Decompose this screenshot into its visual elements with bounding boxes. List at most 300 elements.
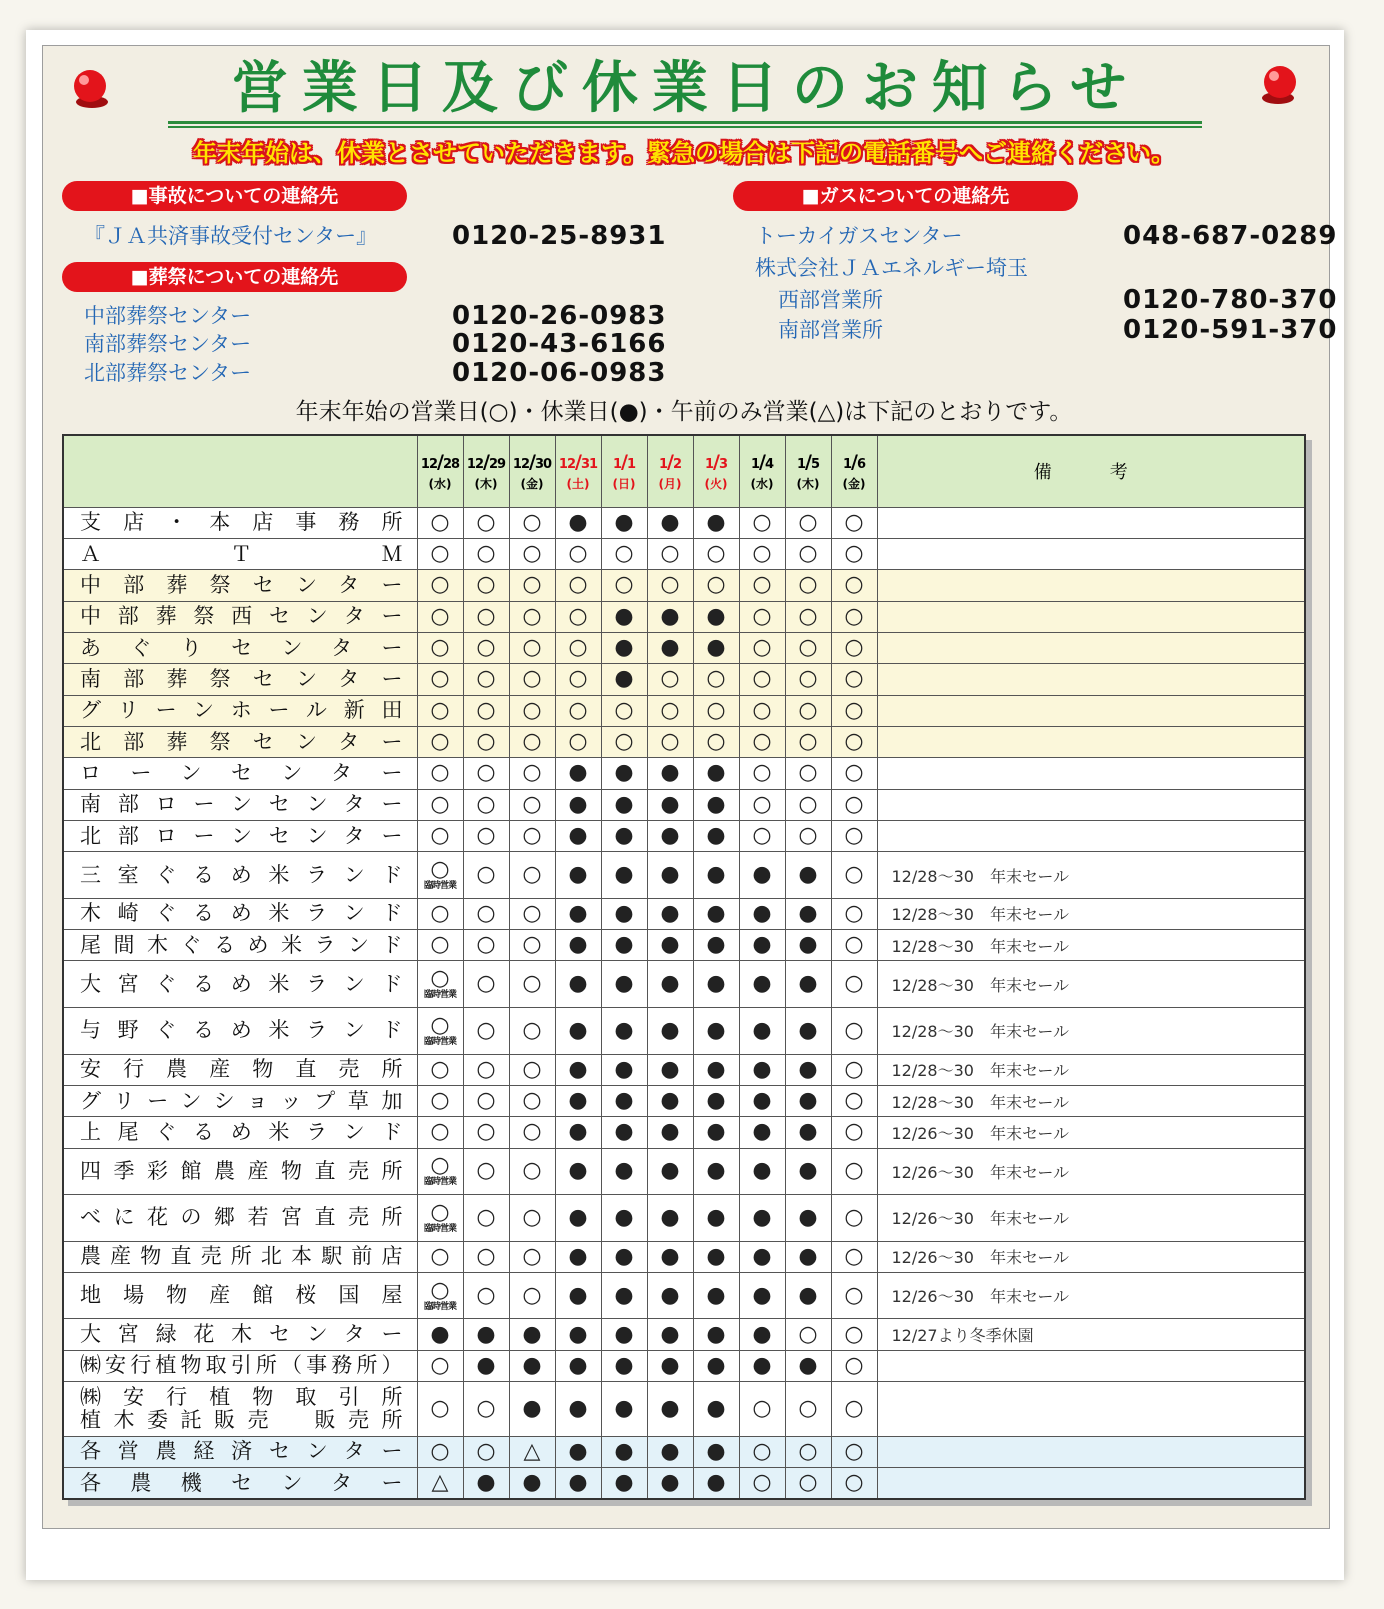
status-mark: ● [739, 1148, 785, 1195]
status-mark: ○ [831, 695, 877, 726]
status-mark: ○ [831, 664, 877, 695]
remark [877, 726, 1305, 757]
status-mark: ○ [739, 507, 785, 538]
status-mark: ○ [509, 1054, 555, 1085]
location-name: 各営農経済センター [63, 1436, 417, 1467]
remark [877, 820, 1305, 851]
location-name: 大宮ぐるめ米ランド [63, 961, 417, 1008]
status-mark: ● [647, 632, 693, 663]
location-name: 上尾ぐるめ米ランド [63, 1117, 417, 1148]
status-mark: ● [693, 632, 739, 663]
status-mark: ○ [831, 1436, 877, 1467]
status-mark: ● [647, 1319, 693, 1350]
status-mark: ● [739, 1195, 785, 1242]
status-mark: ○ [509, 930, 555, 961]
location-name: ＡＴＭ [63, 538, 417, 569]
status-mark: ● [647, 789, 693, 820]
remark [877, 601, 1305, 632]
table-row [63, 538, 1305, 569]
status-mark: ● [693, 1350, 739, 1381]
status-mark: ● [693, 601, 739, 632]
status-mark: ● [509, 1382, 555, 1437]
status-mark: ● [739, 1272, 785, 1319]
status-mark: ○ [555, 601, 601, 632]
status-mark: ○ [463, 570, 509, 601]
contact-name: 南部葬祭センター [84, 332, 252, 356]
date-header: 12/31 (土) [555, 435, 601, 507]
status-mark: ○ [463, 664, 509, 695]
contact-name: 株式会社ＪＡエネルギー埼玉 [755, 256, 1028, 280]
location-name: 安行農産物直売所 [63, 1054, 417, 1085]
status-mark: ○ [509, 1008, 555, 1055]
status-mark: ● [647, 820, 693, 851]
status-mark: ○ [601, 726, 647, 757]
status-mark: ● [785, 1241, 831, 1272]
status-mark: ● [647, 1085, 693, 1116]
status-mark: ● [647, 930, 693, 961]
status-mark: ● [601, 1468, 647, 1499]
remarks-header: 備 考 [877, 435, 1305, 507]
status-mark: ○ [785, 507, 831, 538]
status-mark: ● [601, 632, 647, 663]
status-mark: △ [509, 1436, 555, 1467]
status-mark: ● [647, 1008, 693, 1055]
table-row [63, 1008, 1305, 1055]
schedule-table [62, 434, 1306, 1500]
status-mark: ○ [509, 1117, 555, 1148]
remark [877, 538, 1305, 569]
location-name [63, 1382, 417, 1437]
status-mark: ● [739, 852, 785, 899]
status-mark: ● [647, 1054, 693, 1085]
table-row [63, 726, 1305, 757]
status-mark: ● [739, 1085, 785, 1116]
status-mark: ● [693, 1319, 739, 1350]
status-mark: ● [601, 930, 647, 961]
status-mark: ○ [785, 726, 831, 757]
status-mark: ● [785, 1117, 831, 1148]
status-mark: ● [785, 1195, 831, 1242]
status-mark: ● [463, 1468, 509, 1499]
status-mark: ● [693, 961, 739, 1008]
contact-name: 西部営業所 [778, 288, 883, 312]
status-mark: ● [739, 1117, 785, 1148]
status-mark: ● [601, 852, 647, 899]
status-mark: ○ [739, 726, 785, 757]
table-row [63, 570, 1305, 601]
contact-phone: 048-687-0289 [1123, 221, 1338, 251]
status-mark: ● [647, 1117, 693, 1148]
status-mark: ○ [463, 695, 509, 726]
status-mark: ○ [831, 1008, 877, 1055]
status-mark: ○ [509, 852, 555, 899]
status-mark: ● [693, 1436, 739, 1467]
remark: 12/28～30 年末セール [877, 1085, 1305, 1116]
remark: 12/26～30 年末セール [877, 1272, 1305, 1319]
location-name: グリーンホール新田 [63, 695, 417, 726]
status-mark: ● [647, 507, 693, 538]
location-name: 木崎ぐるめ米ランド [63, 898, 417, 929]
contact-name: 中部葬祭センター [84, 304, 252, 328]
status-mark: ○ [555, 570, 601, 601]
status-mark: ○ [831, 570, 877, 601]
status-mark: ● [785, 1085, 831, 1116]
status-mark: ○ [463, 930, 509, 961]
table-row [63, 507, 1305, 538]
status-mark: ○ [831, 1054, 877, 1085]
status-mark: ○ [693, 664, 739, 695]
status-mark: ● [647, 1382, 693, 1437]
status-mark: ○ [463, 1241, 509, 1272]
location-name: 支店・本店事務所 [63, 507, 417, 538]
status-mark: ● [601, 1319, 647, 1350]
location-name: 与野ぐるめ米ランド [63, 1008, 417, 1055]
status-mark: ○ [417, 1085, 463, 1116]
table-row [63, 1382, 1305, 1437]
location-name: ローンセンター [63, 758, 417, 789]
status-mark: ● [785, 930, 831, 961]
table-row [63, 961, 1305, 1008]
special-opening-label: 臨時営業 [423, 1036, 456, 1047]
status-mark: ○ [417, 726, 463, 757]
location-name-line: ㈱安行植物取引所 [80, 1384, 403, 1409]
contact-phone: 0120-43-6166 [452, 329, 667, 359]
location-name: 各農機センター [63, 1468, 417, 1499]
status-mark: ○ [509, 961, 555, 1008]
status-mark: ● [647, 1436, 693, 1467]
status-mark: ● [601, 820, 647, 851]
location-name: グリーンショップ草加 [63, 1085, 417, 1116]
status-mark: ○ [463, 726, 509, 757]
status-mark: ● [555, 1350, 601, 1381]
status-mark: ○ [647, 726, 693, 757]
status-mark: ○ 臨時営業 [417, 1272, 463, 1319]
status-mark: ○ [647, 570, 693, 601]
status-mark: ○ [417, 898, 463, 929]
location-name: 中部葬祭西センター [63, 601, 417, 632]
table-row [63, 664, 1305, 695]
status-mark: ○ [739, 1382, 785, 1437]
status-mark: ● [647, 961, 693, 1008]
status-mark: ○ [509, 1241, 555, 1272]
status-mark: ○ [785, 601, 831, 632]
remark: 12/26～30 年末セール [877, 1117, 1305, 1148]
table-row [63, 1085, 1305, 1116]
status-mark: ○ [417, 930, 463, 961]
status-mark: ○ [417, 664, 463, 695]
status-mark: ○ 臨時営業 [417, 1195, 463, 1242]
status-mark: ● [785, 961, 831, 1008]
status-mark: ○ [509, 726, 555, 757]
status-mark: ● [601, 601, 647, 632]
date-header: 1/1 (日) [601, 435, 647, 507]
remark: 12/28～30 年末セール [877, 961, 1305, 1008]
remark [877, 1468, 1305, 1499]
status-mark: ○ [739, 758, 785, 789]
status-mark: ○ [509, 789, 555, 820]
status-mark: ● [555, 1382, 601, 1437]
status-mark: ● [693, 1468, 739, 1499]
status-mark: ● [739, 961, 785, 1008]
status-mark: ○ [831, 820, 877, 851]
status-mark: ● [601, 1148, 647, 1195]
status-mark: ● [785, 1054, 831, 1085]
status-mark: ○ [509, 664, 555, 695]
table-row [63, 632, 1305, 663]
table-row [63, 1148, 1305, 1195]
status-mark: ○ [417, 507, 463, 538]
status-mark: ○ [463, 1148, 509, 1195]
status-mark: ○ 臨時営業 [417, 852, 463, 899]
status-mark: ○ [417, 789, 463, 820]
status-mark: ○ [785, 1468, 831, 1499]
status-mark: ● [555, 1319, 601, 1350]
status-mark: ○ 臨時営業 [417, 961, 463, 1008]
status-mark: ○ [555, 664, 601, 695]
status-mark: ○ [785, 538, 831, 569]
status-mark: ● [555, 758, 601, 789]
table-row [63, 898, 1305, 929]
status-mark: ○ [555, 632, 601, 663]
status-mark: ● [601, 1008, 647, 1055]
location-name-line: 植木委託販売 販売所 [80, 1407, 403, 1432]
status-mark: ● [555, 1195, 601, 1242]
status-mark: ○ [509, 570, 555, 601]
status-mark: ● [785, 898, 831, 929]
status-mark: ● [647, 1241, 693, 1272]
status-mark: ○ [509, 820, 555, 851]
status-mark: ○ [785, 1382, 831, 1437]
status-mark: ○ [831, 1350, 877, 1381]
table-row [63, 789, 1305, 820]
status-mark: ● [693, 1241, 739, 1272]
status-mark: ○ [601, 570, 647, 601]
status-mark: ○ [831, 1195, 877, 1242]
status-mark: ● [739, 1350, 785, 1381]
status-mark: ● [555, 1008, 601, 1055]
status-mark: ○ [693, 695, 739, 726]
status-mark: ○ [555, 695, 601, 726]
status-mark: ○ [739, 789, 785, 820]
status-mark: ○ 臨時営業 [417, 1008, 463, 1055]
remark [877, 570, 1305, 601]
status-mark: ● [693, 507, 739, 538]
status-mark: ○ [831, 1085, 877, 1116]
status-mark: ○ 臨時営業 [417, 1148, 463, 1195]
status-mark: ● [601, 758, 647, 789]
status-mark: ● [739, 930, 785, 961]
status-mark: ● [509, 1468, 555, 1499]
status-mark: ○ [785, 632, 831, 663]
status-mark: ● [693, 1272, 739, 1319]
status-mark: ● [601, 961, 647, 1008]
location-name: 北部葬祭センター [63, 726, 417, 757]
status-mark: ○ [509, 1085, 555, 1116]
remark [877, 507, 1305, 538]
status-mark: ○ [831, 1382, 877, 1437]
status-mark: ● [647, 601, 693, 632]
remark: 12/28～30 年末セール [877, 1008, 1305, 1055]
status-mark: ● [601, 1085, 647, 1116]
table-row [63, 695, 1305, 726]
contact-phone: 0120-25-8931 [452, 221, 667, 251]
location-name: 南部ローンセンター [63, 789, 417, 820]
special-opening-label: 臨時営業 [423, 1301, 456, 1312]
remark [877, 1382, 1305, 1437]
status-mark: ● [555, 1436, 601, 1467]
remark: 12/27より冬季休園 [877, 1319, 1305, 1350]
status-mark: ○ [417, 1117, 463, 1148]
title-underline [168, 121, 1202, 124]
status-mark: ● [601, 1117, 647, 1148]
status-mark: ○ [463, 1054, 509, 1085]
status-mark: ○ [509, 758, 555, 789]
status-mark: ○ [739, 538, 785, 569]
status-mark: ○ [463, 820, 509, 851]
remark [877, 789, 1305, 820]
location-name: 尾間木ぐるめ米ランド [63, 930, 417, 961]
status-mark: ○ [463, 507, 509, 538]
status-mark: ● [555, 852, 601, 899]
status-mark: ● [647, 1195, 693, 1242]
contact-phone: 0120-591-370 [1123, 315, 1338, 345]
status-mark: ○ [463, 632, 509, 663]
status-mark: ○ [739, 695, 785, 726]
contact-name: 『ＪＡ共済事故受付センター』 [84, 224, 378, 248]
status-mark: ● [785, 1008, 831, 1055]
header-blank-cell [63, 435, 417, 507]
table-row [63, 1241, 1305, 1272]
status-mark: ○ [509, 1195, 555, 1242]
status-mark: ○ [831, 1272, 877, 1319]
location-name: ㈱安行植物取引所（事務所） [63, 1350, 417, 1381]
contact-name: 北部葬祭センター [84, 361, 252, 385]
status-mark: ○ [463, 538, 509, 569]
date-header: 1/2 (月) [647, 435, 693, 507]
status-mark: ● [785, 1148, 831, 1195]
status-mark: ○ [509, 1148, 555, 1195]
status-mark: ○ [417, 570, 463, 601]
remark [877, 1436, 1305, 1467]
contact-phone: 0120-780-370 [1123, 285, 1338, 315]
remark: 12/26～30 年末セール [877, 1148, 1305, 1195]
status-mark: ○ [417, 820, 463, 851]
status-mark: ○ [417, 1350, 463, 1381]
status-mark: ○ [831, 538, 877, 569]
status-mark: ○ [417, 601, 463, 632]
status-mark: ○ [831, 1241, 877, 1272]
special-opening-label: 臨時営業 [423, 1223, 456, 1234]
status-mark: ○ [463, 1008, 509, 1055]
status-mark: ○ [831, 1117, 877, 1148]
location-name: 北部ローンセンター [63, 820, 417, 851]
remark [877, 664, 1305, 695]
title-underline [168, 126, 1202, 128]
status-mark: ● [463, 1319, 509, 1350]
status-mark: ○ [739, 632, 785, 663]
status-mark: ● [693, 789, 739, 820]
status-mark: ● [693, 1148, 739, 1195]
status-mark: ○ [463, 1195, 509, 1242]
status-mark: ● [555, 1468, 601, 1499]
remark [877, 632, 1305, 663]
status-mark: ○ [463, 852, 509, 899]
status-mark: ● [601, 898, 647, 929]
table-row [63, 930, 1305, 961]
date-header: 1/4 (水) [739, 435, 785, 507]
table-row [63, 1468, 1305, 1499]
status-mark: ● [647, 1148, 693, 1195]
status-mark: ○ [785, 758, 831, 789]
status-mark: ● [647, 852, 693, 899]
table-row [63, 1319, 1305, 1350]
status-mark: ○ [785, 1436, 831, 1467]
remark: 12/26～30 年末セール [877, 1195, 1305, 1242]
status-mark: ● [601, 789, 647, 820]
status-mark: ○ [739, 1468, 785, 1499]
status-mark: ● [509, 1319, 555, 1350]
status-mark: ○ [647, 664, 693, 695]
status-mark: ● [555, 961, 601, 1008]
status-mark: ● [693, 1195, 739, 1242]
status-mark: ○ [739, 570, 785, 601]
status-mark: ○ [509, 507, 555, 538]
status-mark: ○ [463, 1085, 509, 1116]
status-mark: ● [601, 1054, 647, 1085]
location-name: べに花の郷若宮直売所 [63, 1195, 417, 1242]
status-mark: ● [739, 1054, 785, 1085]
status-mark: ○ [463, 1272, 509, 1319]
status-mark: ○ [601, 538, 647, 569]
status-mark: ○ [463, 1382, 509, 1437]
status-mark: ● [555, 1085, 601, 1116]
status-mark: ○ [831, 961, 877, 1008]
status-mark: ● [693, 1382, 739, 1437]
status-mark: ○ [831, 1468, 877, 1499]
page-title: 営業日及び休業日のお知らせ [231, 56, 1141, 121]
status-mark: ● [693, 852, 739, 899]
table-row [63, 1195, 1305, 1242]
table-row [63, 1436, 1305, 1467]
status-mark: ● [555, 930, 601, 961]
status-mark: ○ [463, 961, 509, 1008]
status-mark: ● [693, 930, 739, 961]
status-mark: ○ [417, 758, 463, 789]
status-mark: ● [601, 1241, 647, 1272]
status-mark: ○ [601, 695, 647, 726]
status-mark: ● [555, 898, 601, 929]
status-mark: ● [647, 898, 693, 929]
status-mark: ○ [739, 664, 785, 695]
status-mark: ○ [417, 1436, 463, 1467]
status-mark: ○ [509, 632, 555, 663]
date-header: 12/29 (木) [463, 435, 509, 507]
status-mark: ● [601, 507, 647, 538]
location-name: 地場物産館桜国屋 [63, 1272, 417, 1319]
special-opening-label: 臨時営業 [423, 990, 456, 1001]
status-mark: ○ [417, 538, 463, 569]
status-mark: ○ [785, 789, 831, 820]
status-mark: ● [555, 820, 601, 851]
remark: 12/28～30 年末セール [877, 898, 1305, 929]
status-mark: ● [555, 1117, 601, 1148]
status-mark: ○ [463, 1117, 509, 1148]
status-mark: ● [555, 507, 601, 538]
status-mark: ● [785, 852, 831, 899]
status-mark: ○ [647, 538, 693, 569]
status-mark: ○ [785, 570, 831, 601]
accident-contact-label: ■事故についての連絡先 [62, 181, 407, 211]
